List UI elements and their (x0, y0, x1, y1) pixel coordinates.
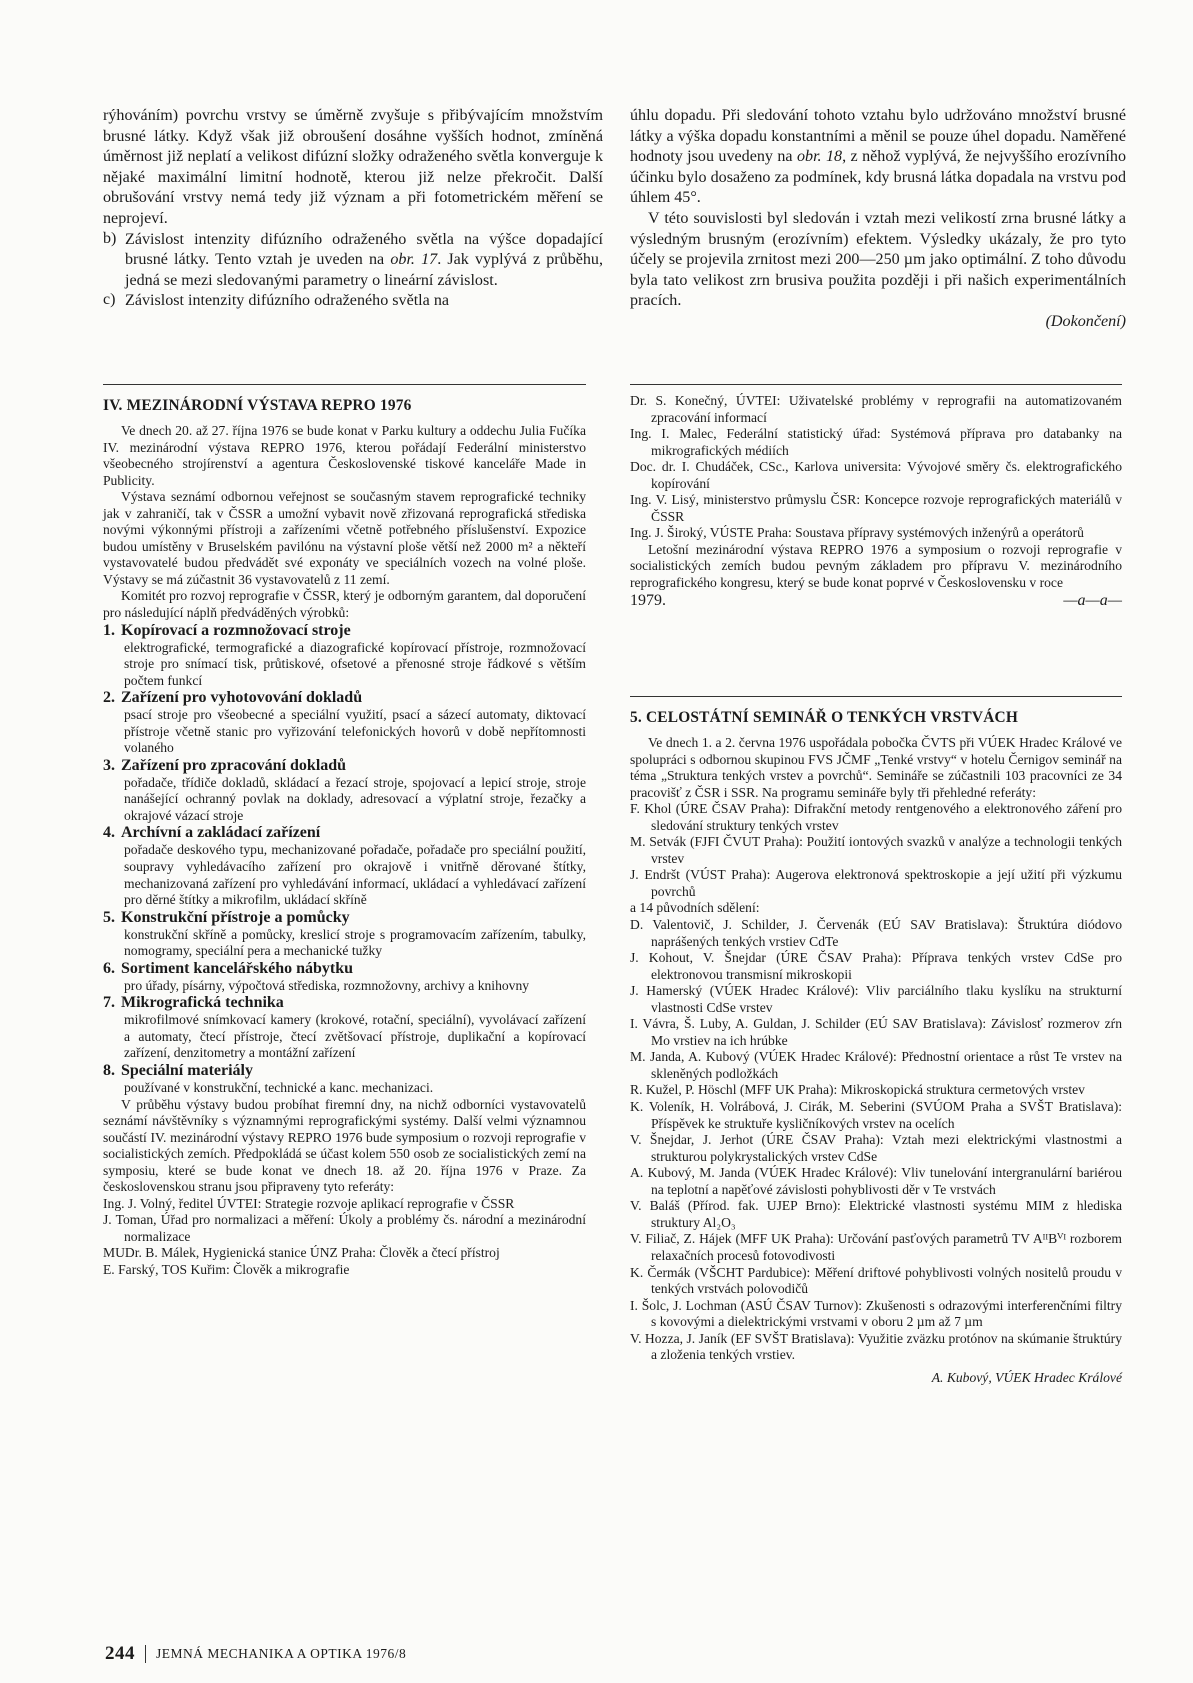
category-description: konstrukční skříně a pomůcky, kreslicí stroje s programovacím zařízením, tabulky, nomogramy, speciální pera a mechanické tužky (124, 926, 586, 959)
overview-lecture-item: F. Khol (ÚRE ČSAV Praha): Difrakční metody rentgenového a elektronového záření pro sledování struktury tenkých vrstev (630, 801, 1122, 833)
article-continuation-right (630, 106, 1126, 333)
contribution-item: A. Kubový, M. Janda (VÚEK Hradec Králové): Vliv tunelování intergranulární bariérou na teplotní a napěťové závislosti pohyblivosti děr v Te vrstvách (630, 1165, 1122, 1197)
paragraph: úhlu dopadu. Při sledování tohoto vztahu bylo udržováno množství brusné látky a výška dopadu konstantními a měnil se pouze úhel dopadu. Naměřené hodnoty jsou uvedeny na obr. 18, z něhož vyplývá, že nejvyššího erozívního účinku bylo dosaženo za podmínek, kdy brusná látka dopadala na vrstvu pod úhlem 45°. (630, 107, 1127, 207)
category-title: Zařízení pro zpracování dokladů (121, 756, 347, 774)
category-heading (103, 689, 586, 707)
category-description: mikrofilmové snímkovací kamery (krokové, rotační, speciální), vyvolávací zařízení a automaty, čtecí přístroje, čtecí zvětšovací přístroje, duplikační a kopírovací zařízení, denzitometry a montážní zařízení (124, 1012, 586, 1061)
category-description: používané v konstrukční, technické a kanc. mechanizaci. (124, 1079, 434, 1095)
category-number: 2. (103, 689, 115, 707)
category-number: 6. (103, 959, 115, 977)
lecture-item: Ing. J. Volný, ředitel ÚVTEI: Strategie rozvoje aplikací reprografie v ČSSR (103, 1195, 515, 1211)
contribution-item: I. Vávra, Š. Luby, A. Guldan, J. Schilder (EÚ SAV Bratislava): Závislosť rozmerov zŕn Mo vrstiev na ich hrúbke (630, 1016, 1122, 1048)
category-description: psací stroje pro všeobecné a speciální využití, psací a sázecí automaty, diktovací přístroje včetně stanic pro vyřizování telefonických hovorů v době nepřítomnosti volaného (124, 707, 586, 756)
section-divider (103, 384, 586, 385)
paragraph: V průběhu výstavy budou probíhat firemní dny, na nichž odborníci vystavovatelů seznámí návštěvníky s významnými reprografickými systémy. Další velmi významnou součástí IV. mezinárodní výstavy REPRO 1976 bude symposium o rozvoji reprografie v socialistických zemích. Předpokládá se účast kolem 550 osob ze socialistických zemí na symposiu, které se bude konat ve dnech 18. až 20. října 1976 v Praze. Za československou stranu jsou připraveny tyto referáty: (103, 1096, 586, 1195)
contribution-item: V. Filiač, Z. Hájek (MFF UK Praha): Určování pasťových parametrů TV AᴵᴵBⱽᴵ rozborem relaxačních procesů fotovodivosti (630, 1231, 1122, 1263)
category-heading (103, 960, 586, 978)
section-title: 5. CELOSTÁTNÍ SEMINÁŘ O TENKÝCH VRSTVÁCH (630, 709, 1018, 726)
paragraph: Výstava seznámí odbornou veřejnost se současným stavem reprografické techniky jak v zahraničí, tak v ČSSR a umožní vybavit nově zřizovaná reprografická střediska novými výkonnými přístroji a zařízeními včetně potřebného příslušenství. Expozice budou umístěny v Bruselském pavilónu na výstavní ploše větší než 2000 m² a někteří vystavovatelé budou předvádět své exponáty ve speciálních vozech na volné ploše. Výstavy se má zúčastnit 36 vystavovatelů z 11 zemí. (103, 489, 586, 587)
contribution-item: J. Hamerský (VÚEK Hradec Králové): Vliv parciálního tlaku kyslíku na strukturní vlastnosti CdSe vrstev (630, 983, 1122, 1015)
category-title: Speciální materiály (121, 1061, 253, 1079)
category-title: Zařízení pro vyhotovování dokladů (121, 689, 363, 707)
category-number: 3. (103, 756, 115, 774)
seminar-section (630, 696, 1122, 1386)
category-description: elektrografické, termografické a diazografické kopírovací přístroje, rozmnožovací stroje pro snímací tisk, průtiskové, ofsetové a přenosné stroje řádkové s větším počtem funkcí (124, 639, 586, 688)
journal-name: JEMNÁ MECHANIKA A OPTIKA 1976/8 (156, 1646, 407, 1661)
category-heading (103, 824, 586, 842)
paragraph: a 14 původních sdělení: (630, 900, 760, 916)
lecture-item: E. Farský, TOS Kuřim: Člověk a mikrografie (103, 1261, 350, 1277)
section-divider (630, 696, 1122, 697)
overview-lecture-item: M. Setvák (FJFI ČVUT Praha): Použití iontových svazků v analýze a technologii tenkých vrstev (630, 834, 1122, 866)
category-number: 4. (103, 824, 115, 842)
category-title: Konstrukční přístroje a pomůcky (121, 908, 350, 926)
figure-reference: obr. 17 (390, 251, 438, 269)
contribution-item: M. Janda, A. Kubový (VÚEK Hradec Králové): Přednostní orientace a růst Te vrstev na skleněných podložkách (630, 1049, 1122, 1081)
figure-reference: obr. 18 (796, 148, 843, 166)
category-number: 7. (103, 994, 115, 1012)
repro-section-continued (630, 384, 1122, 610)
category-list (103, 622, 586, 1097)
category-number: 1. (103, 621, 115, 639)
paragraph: Ve dnech 20. až 27. října 1976 se bude konat v Parku kultury a oddechu Julia Fučíka IV. mezinárodní výstava REPRO 1976, kterou pořádají Federální ministerstvo všeobecného strojírenství a agentura Československé tiskové kanceláře Made in Publicity. (103, 423, 586, 488)
category-heading (103, 909, 586, 927)
category-description: pro úřady, písárny, výpočtová střediska, rozmnožovny, archivy a knihovny (124, 977, 530, 993)
contribution-item: K. Čermák (VŠCHT Pardubice): Měření driftové pohyblivosti volných nositelů proudu v tenkých vrstvách polovodičů (630, 1264, 1122, 1297)
lecture-list (630, 393, 1122, 542)
repro-section (103, 384, 586, 1279)
contribution-list (630, 917, 1122, 1364)
page-footer (105, 1643, 406, 1665)
author-signature: A. Kubový, VÚEK Hradec Králové (931, 1369, 1122, 1385)
category-heading (103, 1062, 586, 1080)
contribution-item: V. Šnejdar, J. Jerhot (ÚRE ČSAV Praha): Vztah mezi elektrickými vlastnostmi a strukturou polykrystalických vrstev CdSe (630, 1132, 1122, 1164)
category-description: pořadače deskového typu, mechanizované pořadače, pořadače pro speciální použití, soupravy vyhledávacího zařízení pro okrajově i vnitřně děrované štítky, mechanizovaná zařízení pro vyhledávání informací, ukládací a vyhledávací zařízení pro děrné štítky a mikrofilm, ukládací skříně (124, 842, 586, 908)
category-heading (103, 757, 586, 775)
paragraph: Letošní mezinárodní výstava REPRO 1976 a symposium o rozvoji reprografie v socialistických zemích budou pevným základem pro přípravu V. mezinárodního reprografického kongresu, který se bude konat poprvé v Československu v roce (630, 541, 1122, 591)
category-number: 5. (103, 908, 115, 926)
paragraph: Komitét pro rozvoj reprografie v ČSSR, který je odborným garantem, dal doporučení pro následující náplň předváděných výrobků: (103, 588, 586, 621)
paragraph: rýhováním) povrchu vrstvy se úměrně zvyšuje s přibývajícím množstvím brusné látky. Když však již obroušení dosáhne vyšších hodnot, zmíněná úměrnost již neplatí a velikost difúzní složky odraženého světla konverguje k nějaké maximální limitní hodnotě, kterou již nelze překročit. Další obrušování vrstvy nemá tedy již význam a při fotometrickém měření se neprojeví. (103, 107, 603, 227)
contribution-item: V. Hozza, J. Janík (EF SVŠT Bratislava): Využitie zväzku protónov na skúmanie štruktúry a zloženia tenkých vrstiev. (630, 1330, 1122, 1363)
author-signature: —a—a— (1063, 591, 1122, 609)
lecture-item: Dr. S. Konečný, ÚVTEI: Uživatelské problémy v reprografii na automatizovaném zpracování informací (630, 393, 1122, 425)
continued-marker: (Dokončení) (1045, 312, 1126, 330)
list-item-b (103, 230, 603, 292)
lecture-item: J. Toman, Úřad pro normalizaci a měření: Úkoly a problémy čs. národní a mezinárodní normalizace (103, 1212, 586, 1244)
list-item-c (103, 291, 603, 312)
overview-lecture-list (630, 801, 1122, 900)
list-text: . Jak vyplývá z průběhu, jedná se mezi sledovanými parametry o lineární závislost. (125, 251, 603, 289)
lecture-item: Doc. dr. I. Chudáček, CSc., Karlova universita: Vývojové směry čs. elektrografického kopírování (630, 459, 1122, 491)
page-number: 244 (105, 1643, 135, 1664)
contribution-item: I. Šolc, J. Lochman (ASÚ ČSAV Turnov): Zkušenosti s odrazovými interferenčními filtry s kovovými a dielektrickými vrstvami v oboru 2 µm až 7 µm (630, 1297, 1122, 1330)
lecture-item: MUDr. B. Málek, Hygienická stanice ÚNZ Praha: Člověk a čtecí přístroj (103, 1245, 500, 1261)
list-text: Závislost intenzity difúzního odraženého světla na výšce dopadající brusné látky. Tento vztah je uveden na (125, 230, 603, 269)
contribution-item: V. Baláš (Přírod. fak. UJEP Brno): Elektrické vlastnosti systému MIM z hlediska struktury Al₂O₃ (630, 1198, 1122, 1230)
section-title: IV. MEZINÁRODNÍ VÝSTAVA REPRO 1976 (103, 397, 412, 414)
footer-divider (145, 1645, 146, 1663)
contribution-item: R. Kužel, P. Höschl (MFF UK Praha): Mikroskopická struktura cermetových vrstev (630, 1082, 1085, 1098)
lecture-item: Ing. V. Lisý, ministerstvo průmyslu ČSR: Koncepce rozvoje reprografických materiálů v ČSSR (630, 492, 1122, 524)
category-title: Archívní a zakládací zařízení (121, 824, 321, 842)
category-number: 8. (103, 1061, 115, 1079)
contribution-item: D. Valentovič, J. Schilder, J. Červenák (EÚ SAV Bratislava): Štruktúra diódovo naprášených tenkých vrstiev CdTe (630, 917, 1122, 949)
lecture-item: Ing. I. Malec, Federální statistický úřad: Systémová příprava pro databanky na mikrografických médiích (630, 426, 1122, 458)
article-continuation-left (103, 106, 603, 312)
lecture-item: Ing. J. Široký, VÚSTE Praha: Soustava přípravy systémových inženýrů a operátorů (630, 525, 1084, 541)
contribution-item: J. Kohout, V. Šnejdar (ÚRE ČSAV Praha): Příprava tenkých vrstev CdSe pro elektronovou transmisní mikroskopii (630, 950, 1122, 982)
category-heading (103, 622, 586, 640)
paragraph: V této souvislosti byl sledován i vztah mezi velikostí zrna brusné látky a výsledným brusným (erozívním) efektem. Výsledky ukázaly, že pro tyto účely se projevila zrnitost mezi 200—250 µm jako optimální. Z toho důvodu byla tato velikost zrn brusiva použita později i při našich experimentálních pracích. (630, 209, 1126, 310)
list-label: c) (103, 291, 116, 309)
category-title: Sortiment kancelářského nábytku (121, 959, 354, 977)
paragraph: Ve dnech 1. a 2. června 1976 uspořádala pobočka ČVTS při VÚEK Hradec Králové ve spolupráci s odbornou skupinou FVS JČMF „Tenké vrstvy“ v hotelu Černigov seminář na téma „Struktura tenkých vrstev a povrchů“. Semináře se zúčastnili 103 pracovníci ze 34 pracovišť z ČSR i SSR. Na programu semináře byly tři přehledné referáty: (630, 735, 1122, 800)
lecture-list (103, 1196, 586, 1279)
list-label: b) (103, 229, 117, 247)
category-title: Kopírovací a rozmnožovací stroje (121, 621, 351, 639)
contribution-item: K. Voleník, H. Volrábová, J. Cirák, M. Seberini (SVÚOM Praha a SVŠT Bratislava): Příspěvek ke struktuře kysličníkových vrstev na ocelích (630, 1099, 1122, 1131)
category-description: pořadače, třídiče dokladů, skládací a řezací stroje, spojovací a lepicí stroje, stroje nanášející ochranný povlak na doklady, adresovací a výplatní stroje, řezačky a okrajové vázací stroje (124, 774, 586, 823)
category-title: Mikrografická technika (121, 994, 284, 1012)
paragraph-end: 1979. (630, 591, 666, 609)
overview-lecture-item: J. Endršt (VÚST Praha): Augerova elektronová spektroskopie a její užití při výzkumu povrchů (630, 867, 1122, 899)
list-text: Závislost intenzity difúzního odraženého světla na (125, 292, 450, 310)
category-heading (103, 994, 586, 1012)
